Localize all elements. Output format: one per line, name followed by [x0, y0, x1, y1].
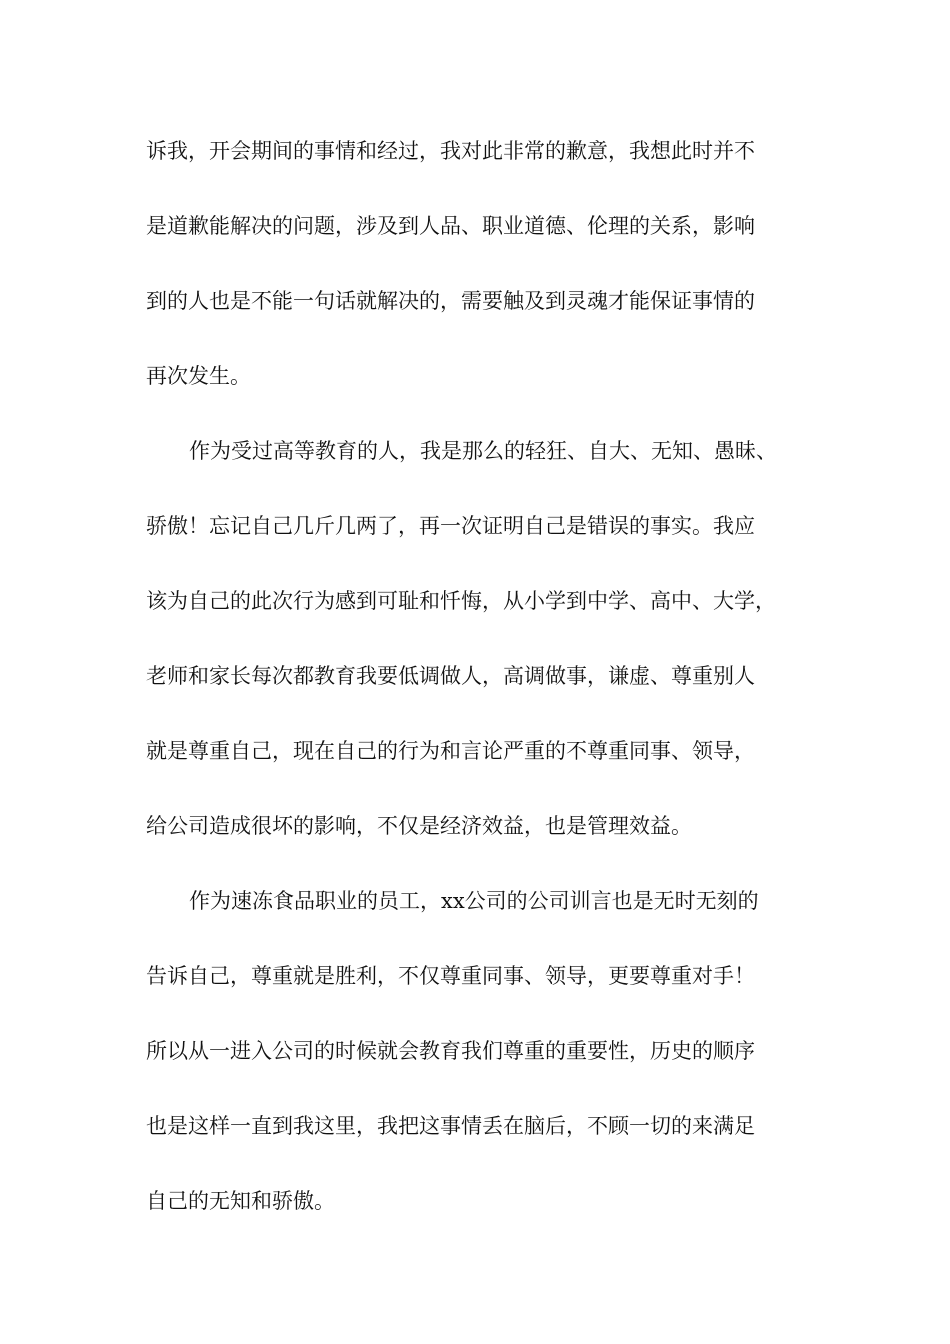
text-line: 也是这样一直到我这里，我把这事情丢在脑后，不顾一切的来满足: [146, 1114, 755, 1138]
text-line: 给公司造成很坏的影响，不仅是经济效益，也是管理效益。: [146, 814, 692, 838]
text-line: 再次发生。: [146, 364, 251, 388]
text-line: 诉我，开会期间的事情和经过，我对此非常的歉意，我想此时并不: [146, 139, 755, 163]
text-line: 该为自己的此次行为感到可耻和忏悔，从小学到中学、高中、大学，: [146, 589, 776, 613]
text-line: 就是尊重自己，现在自己的行为和言论严重的不尊重同事、领导，: [146, 739, 755, 763]
text-line: 告诉自己，尊重就是胜利，不仅尊重同事、领导，更要尊重对手！: [146, 964, 755, 988]
paragraph-first-line: 作为受过高等教育的人，我是那么的轻狂、自大、无知、愚昧、: [189, 439, 777, 463]
text-line: 老师和家长每次都教育我要低调做人，高调做事，谦虚、尊重别人: [146, 664, 755, 688]
text-line: 到的人也是不能一句话就解决的，需要触及到灵魂才能保证事情的: [146, 289, 755, 313]
paragraph-first-line: 作为速冻食品职业的员工，xx公司的公司训言也是无时无刻的: [189, 889, 759, 913]
text-line: 所以从一进入公司的时候就会教育我们尊重的重要性，历史的顺序: [146, 1039, 755, 1063]
text-line: 是道歉能解决的问题，涉及到人品、职业道德、伦理的关系，影响: [146, 214, 755, 238]
text-line: 骄傲！忘记自己几斤几两了，再一次证明自己是错误的事实。我应: [146, 514, 755, 538]
text-line: 自己的无知和骄傲。: [146, 1189, 335, 1213]
